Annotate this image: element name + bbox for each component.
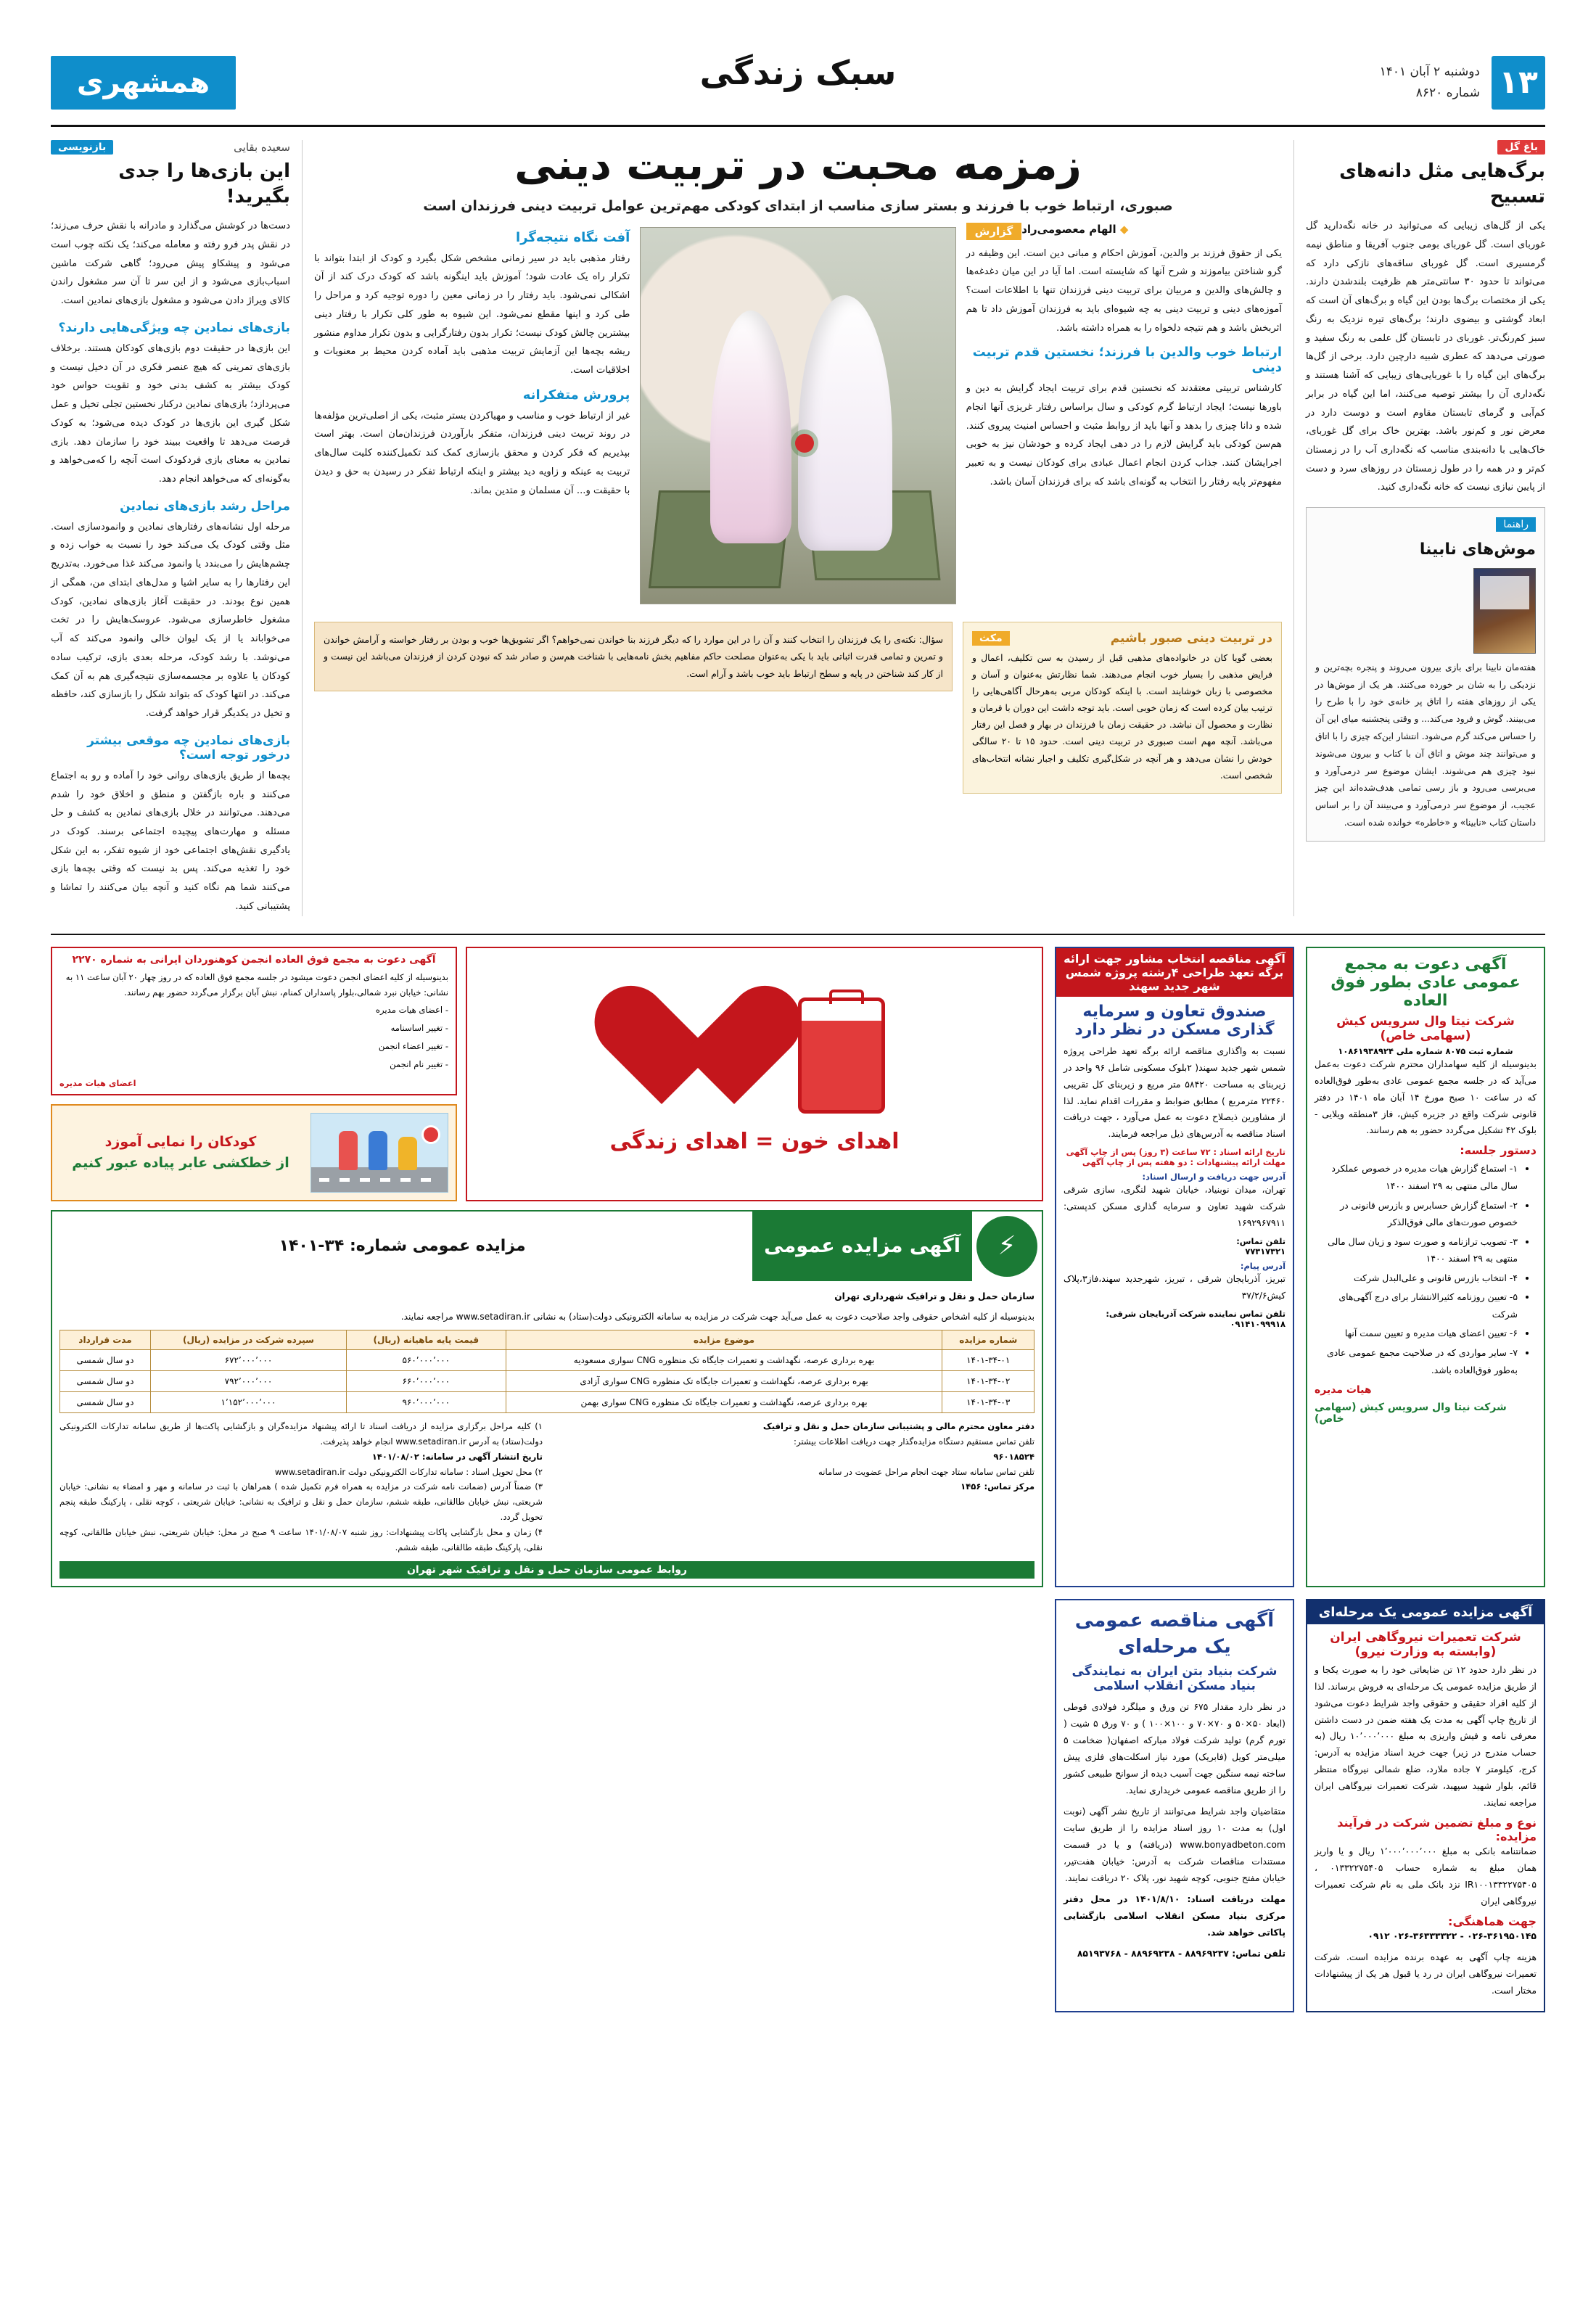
ad-climbers-body: بدینوسیله از کلیه اعضای انجمن دعوت میشود در جلسه مجمع فوق العاده که در روز چهار ۲۰ آبان ساعت ۱۱ به نشانی: خیابان نبرد شمالی،بلوار پاسداران کمنام، نبش آبان برگزار می‌گردد حضور بهم رسانند. — [65, 971, 448, 997]
note-title: در تربیت دینی صبور باشیم — [1110, 630, 1272, 646]
main-article — [314, 140, 1282, 916]
left-body: یکی از گل‌های زیبایی که می‌توانید در خانه نگه‌دارید گل غوربای است. گل غوربای بومی جنوب آفریقا و مناطق نیمه گرمسیری است. گل غوربای ساقه‌های نازکی دارد که می‌تواند تا حدود ۳۰ سانتی‌متر هم ظرفیت بلندشدن دارند. یکی از مختصات برگ‌ها بودن این گیاه و برگ‌های آن است که ابعاد گوشتی و بیضوی دارند؛ برگ‌های تیره نزدیک به رنگ سبز کم‌رنگ‌تر. غوربای در تابستان گل علمی به رنگ سفید و صورتی می‌دهد که عطری شبیه دارچین دارد. برخی از گل‌ها برگ‌های این گیاه را با غوربایی‌های زیبایی که آشنا هستند و نگه‌داری آن را بیشتر توصیه می‌کنند، اما این گیاه در برابر کم‌آبی و گرمای تابستان مقاوم است و دوست دارد در معرض نور و کم‌نور باشد. بهترین خاک برای گل غوربای، خاک‌هایی با دانه‌بندی مناسب که نگه‌داری آب را در زمستان کم‌تر و در همه را در طول زمستان در روزهای سرد و دست از پایین نیازی نیست که خانه نگه‌داری کنید. — [1306, 221, 1545, 493]
auction-org: سازمان حمل و نقل و ترافیک شهرداری تهران — [834, 1291, 1034, 1301]
right-section-3-body: بچه‌ها از طریق بازی‌های روانی خود را آماده و رو به اجتماع می‌کنند و باره بازگفتن و منطق و اخلاق خود را شدم می‌دهند. می‌توانند در خلال بازی‌های نمادین به کشف و حل مسئله و مهارت‌های پیچیده اجتماعی برسند. کودک در یادگیری نقش‌های اجتماعی خود از شیوه تفکر، به این شکل خود را تغذیه می‌کند. پس بد نیست که وقتی بچه‌ها بازی می‌کنند شما هم نگاه کنید و آنچه بیان می‌کنند را تماشا و پشتیبانی کنید. — [51, 770, 290, 912]
traffic-sign-icon — [421, 1125, 440, 1144]
ad-climbers-line: - تغییر نام انجمن — [390, 1058, 448, 1069]
ads-area — [51, 934, 1545, 2012]
book-row — [1315, 568, 1536, 654]
ad-bonyad-note: متقاضیان واجد شرایط می‌توانند از تاریخ نشر آگهی (نوبت اول) به مدت ۱۰ روز اسناد مزایده را از طریق سایت www.bonyadbeton.com (دریافته) و یا در قسمت مستندات مناقصات شرکت به آدرس: خیابان هفت‌تیر، خیابان مفتح جنوبی، کوچه شهید نور، پلاک ۲۰ دریافت نمایند. — [1064, 1806, 1286, 1883]
auction-cell: بهره برداری عرصه، نگهداشت و تعمیرات جایگاه تک منظوره CNG سواری مسعودیه — [506, 1349, 942, 1370]
article-body-1: رفتار مذهبی باید در سیر زمانی مشخص شکل بگیرد و کودک از ابتدا بتواند با تکرار راه یک عادت شود؛ آموزش باید اینگونه باشد که کودک درک کند از آن اشکالی نمی‌شود. باید رفتار را در زمانی معین را دوره توجیه کرد و مراحل را طی کرد و اینها مقطع نمی‌شود. این شیوه به طور کلی تکرار با رفتار دینی بیشترین چالش کودک نیست؛ تکرار بدون رفتارگرایی و بدون تکرار مداوم منشور ریشه بچه‌ها این آزمایش تربیت مذهبی باید آماده کردن محیط بر معنویات و اخلاقیات است. — [314, 252, 630, 376]
auction-note: ۳) ضمناً آدرس (ضمانت نامه شرکت در مزایده به همراه فرم تکمیل شده ) همراهان با ثبت در سامانه و مهر و امضاء به نشانی: خیابان شریعتی، نبش خیابان طالقانی، طبقه ششم، سازمان حمل و نقل و ترافیک به نشانی: خیابان شریعتی ، کوچه نقلی ، پارکینگ طبقه پنجم تحویل گردد. — [59, 1481, 543, 1523]
right-column — [51, 140, 290, 916]
ad-assembly-sign-1: هیات مدیره — [1315, 1384, 1372, 1396]
ads-right-top-row — [51, 947, 1043, 1201]
ad-bonyad-phone: تلفن تماس: ۸۸۹۶۹۲۳۷ - ۸۸۹۶۹۲۳۸ - ۸۵۱۹۳۷۶۸ — [1077, 1947, 1286, 1959]
heart-icon — [624, 981, 776, 1119]
traffic-org-logo-icon: ⚡ — [976, 1216, 1037, 1277]
newspaper-logo: همشهری — [51, 56, 236, 110]
agenda-item: • ۴- انتخاب بازرس قانونی و علی‌البدل شرکت — [1315, 1270, 1518, 1287]
right-section-2-title: مراحل رشد بازی‌های نمادین — [120, 498, 290, 514]
ads-right-stack — [51, 947, 1043, 1587]
book-cover-image — [1473, 568, 1536, 654]
auction-note: ۲) محل تحویل اسناد : سامانه تدارکات الکترونیکی دولت www.setadiran.ir — [274, 1466, 543, 1477]
ad-scrap-footer: هزینه چاپ آگهی به عهده برنده مزایده است. شرکت تعمیرات نیروگاهی ایران در رد یا قبول هر یک از پیشنهادات مختار است. — [1315, 1951, 1537, 1996]
pull-quote-wrap — [314, 614, 953, 794]
article-subtitle: صبوری، ارتباط خوب با فرزند و بستر سازی مناسب از ابتدای کودکی مهم‌ترین عوامل تربیت دینی فرزندان است — [423, 197, 1173, 214]
child-figure — [710, 310, 792, 543]
ad-assembly-registration: شماره ثبت ۸۰۷۵ شماره ملی ۱۰۸۶۱۹۳۸۹۲۴ — [1338, 1045, 1513, 1056]
ad-scrap-auction[interactable] — [1306, 1599, 1545, 2012]
auction-notes-left — [551, 1419, 1034, 1555]
ad-consultant-tender[interactable] — [1055, 947, 1294, 1587]
auction-note: ۴) زمان و محل بازگشایی پاکات پیشنهادات: روز شنبه ۱۴۰۱/۰۸/۰۷ ساعت ۹ صبح در محل: خیابان شریعتی، نبش خیابان طالقانی، کوچه نقلی، پارکینگ طبقه طالقانی، طبقه ششم. — [59, 1526, 543, 1552]
auction-note: ۱) کلیه مراحل برگزاری مزایده از دریافت اسناد تا ارائه پیشنهاد مزایده‌گران و بازگشایی پاکت‌ها از طریق سامانه تدارکات الکترونیکی دولت(ستاد) به آدرس www.setadiran.ir انجام خواهد پذیرفت. — [59, 1420, 543, 1447]
masthead — [51, 40, 1545, 127]
ad-assembly-company: شرکت نیتا وال سرویس کیش (سهامی خاص) — [1336, 1013, 1515, 1043]
article-col-secondary — [314, 223, 630, 612]
left-kicker-tag: باغ گل — [1497, 140, 1545, 155]
blood-slogan: اهدای خون = اهدای زندگی — [609, 1128, 900, 1154]
ad-climbers-line: - تغییر اساسنامه — [390, 1023, 448, 1034]
ad-tender-phone: ۷۷۳۱۷۳۲۱ — [1245, 1246, 1286, 1257]
right-section-1-title: بازی‌های نمادین چه ویژگی‌هایی دارند؟ — [58, 320, 290, 335]
psa-text — [59, 1132, 302, 1173]
ad-tender-body: نسبت به واگذاری مناقصه ارائه برگه تعهد طراحی پروژه شمس شهر جدید سهند( ۲بلوک مسکونی شامل ۹۶ واحد در زیربنای به مساحت ۵۸۴۲۰ متر مربع و زیربنای کل تقریبی ۲۲۴۶۰ مترمربع ) مطابق ضوابط و مقررات اقدام نماید. لذا از مشاورین ذیصلاح دعوت به عمل می‌آورد ، جهت دریافت اسناد مناقصه به آدرس‌های ذیل مراجعه فرمایند. — [1064, 1045, 1286, 1140]
left-column — [1306, 140, 1545, 916]
auction-ribbon-right: آگهی مزایده عمومی — [752, 1212, 972, 1281]
article-subhead-1: آفت نگاه نتیجه‌گرا — [516, 229, 630, 245]
note-wrap — [963, 614, 1282, 794]
ad-assembly-title: آگهی دعوت به مجمع عمومی عادی بطور فوق العاده — [1330, 955, 1521, 1010]
auction-cell: ۱٬۱۵۲٬۰۰۰٬۰۰۰ — [150, 1391, 346, 1412]
ad-scrap-title: آگهی مزایده عمومی یک مرحله‌ای — [1307, 1600, 1544, 1624]
auction-col-header: شماره مزایده — [942, 1330, 1034, 1349]
blood-graphics — [624, 981, 885, 1119]
auction-col-header: سپرده شرکت در مزایده (ریال) — [150, 1330, 346, 1349]
ad-assembly-notice[interactable] — [1306, 947, 1545, 1587]
right-byline: سعیده بقایی — [234, 141, 290, 154]
agenda-item: • ۱- استماع گزارش هیات مدیره در خصوص عملکرد سال مالی منتهی به ۲۹ اسفند ۱۴۰۰ — [1315, 1160, 1518, 1194]
top-content-area — [51, 140, 1545, 916]
issue-date: دوشنبه ۲ آبان ۱۴۰۱ — [1379, 64, 1480, 79]
right-kicker-tag: بازنویسی — [51, 140, 113, 155]
guide-box — [1306, 507, 1545, 842]
ad-tender-deadline-1: تاریخ ارائه اسناد : ۷۲ ساعت (۳ روز) پس از چاپ آگهی — [1066, 1147, 1286, 1158]
article-columns — [314, 223, 1282, 612]
ad-tender-phone-label: تلفن تماس: — [1236, 1236, 1286, 1247]
guide-box-title: موش‌های نابینا — [1419, 540, 1536, 559]
column-divider-2 — [302, 140, 303, 916]
rose-icon — [795, 434, 814, 453]
auction-cell: ۱۴۰۱-۳۴-۰۱ — [942, 1349, 1034, 1370]
ad-scrap-contact: ۰۲۶-۳۶۱۹۵۰۱۴۵ - ۰۲۶-۳۶۳۳۳۳۲۲ ۰۹۱۲ — [1367, 1930, 1537, 1941]
crosswalk-illustration — [310, 1113, 448, 1193]
agenda-item: • ۳- تصویب ترازنامه و صورت سود و زیان سال مالی منتهی به ۲۹ اسفند ۱۴۰۰ — [1315, 1233, 1518, 1267]
author-name: الهام معصومی‌راد — [1021, 222, 1116, 236]
article-title: زمزمه محبت در تربیت دینی — [514, 140, 1082, 189]
ad-tender-deadline-2: مهلت ارائه پیشنهادات : دو هفته پس از چاپ آگهی — [1082, 1157, 1286, 1168]
auction-header — [52, 1212, 1042, 1281]
ad-climbers-sign: اعضای هیات مدیره — [59, 1077, 136, 1088]
auction-body — [52, 1281, 1042, 1586]
column-divider — [1293, 140, 1294, 916]
table-row — [60, 1349, 1034, 1370]
article-body-3: کارشناس تربیتی معتقدند که نخستین قدم برای تربیت ایجاد گرایش به دین و باور‌ها نیست؛ ایجاد ارتباط گرم کودکی و سال براساس رفتار غریزی آنها انجام شده و دانا چیزی را بدهد و آنها باید از روابط مثبت و احساس امنیت پیروی کنند. هم‌سن کودکی باید گرایش لازم را در دهی ایجاد کرده و خودشان نیز به خوبی اجرایشان کنند. جذاب کردن انجام اعمال عبادی برای کودکان نیست و به تعبیر مفهوم‌تر پایه رفتار را انتخاب به گونه‌ای باشد که بر‌ای فرزندان آسان باشد. — [966, 383, 1282, 488]
ad-tender-address-2: تبریز، آذربایجان شرقی ، تبریز، شهرجدید سهند،فاز۳،پلاک کیش۳۷/۲/۶ — [1064, 1273, 1286, 1301]
article-body-2: غیر از ارتباط خوب و مناسب و مهیاکردن بستر مثبت، یکی از اصلی‌ترین مؤلفه‌ها در روند تربیت دینی فرزندان، متفکر بارآوردن فرزندان‌مان است. بهتر است بپذیریم که فکر کردن و محقق بازسازی کمک کند تکمیل‌کننده کلیت سال‌های تربیت به عینکه و زاویه دید بیشتر و اینکه ارتباط تفکر در رسیدن به حق و دیدن با حقیقت و... آن مسلمان و متدین بماند. — [314, 410, 630, 496]
agenda-item: • ۲- استماع گزارش حسابرس و بازرس قانونی در خصوص صورت‌های مالی فوق‌الذکر — [1315, 1197, 1518, 1231]
agenda-item: • ۵- تعیین روزنامه کثیرالانتشار برای درج آگهی‌های شرکت — [1315, 1288, 1518, 1323]
psa-line-2: از خطکشی عابر پیاده عبور کنیم — [72, 1154, 289, 1171]
ad-assembly-agenda-list — [1315, 1160, 1528, 1378]
city-office-extra: تلفن تماس سامانه ستاد جهت انجام مراحل عضویت در سامانه — [818, 1466, 1034, 1477]
auction-cell: ۶۷۲٬۰۰۰٬۰۰۰ — [150, 1349, 346, 1370]
article-subhead-2: پرورش متفکرانه — [522, 387, 630, 403]
auction-cell: بهره برداری عرصه، نگهداشت و تعمیرات جایگاه تک منظوره CNG سواری آزادی — [506, 1370, 942, 1391]
auction-cell: ۹۶۰٬۰۰۰٬۰۰۰ — [346, 1391, 506, 1412]
agenda-item: • ۷- سایر مواردی که در صلاحیت مجمع عمومی عادی به‌طور فوق‌العاده باشد. — [1315, 1344, 1518, 1378]
auction-cell: بهره برداری عرصه، نگهداشت و تعمیرات جایگاه تک منظوره CNG سواری بهمن — [506, 1391, 942, 1412]
ad-scrap-guarantee-title: نوع و مبلغ تضمین شرکت در فرآیند مزایده: — [1337, 1816, 1537, 1844]
auction-note: تاریخ انتشار آگهی در سامانه: ۱۴۰۱/۰۸/۰۲ — [371, 1451, 543, 1462]
city-office-line: دفتر معاون محترم مالی و پشتیبانی سازمان حمل و نقل و ترافیک — [762, 1420, 1034, 1431]
auction-table — [59, 1330, 1034, 1413]
auction-intro: بدینوسیله از کلیه اشخاص حقوقی واجد صلاحیت دعوت به عمل می‌آید جهت شرکت در مزایده به سامانه الکترونیکی دولت(ستاد) به نشانی www.setadiran.ir مراجعه نمایند. — [400, 1312, 1034, 1323]
right-headline: این بازی‌ها را جدی بگیرید! — [118, 160, 290, 208]
ad-climbers-header: آگهی دعوت به مجمع فوق العاده انجمن کوهنوردان ایرانی به شماره ۲۲۷۰ — [72, 953, 436, 966]
article-subhead-3: ارتباط خوب والدین با فرزند؛ نخستین قدم تربیت دینی — [972, 345, 1282, 376]
auction-cell: دو سال شمسی — [60, 1349, 151, 1370]
section-title: سبک زندگی — [699, 53, 897, 92]
ad-tender-title: صندوق تعاون و سرمایه گذاری مسکن در نظر دارد — [1074, 1002, 1275, 1039]
ad-tender-address-title: آدرس جهت دریافت و ارسال اسناد: — [1142, 1172, 1286, 1182]
ad-assembly-agenda-title: دستور جلسه: — [1460, 1143, 1537, 1158]
child-figure-1 — [339, 1131, 358, 1170]
ad-scrap-org: شرکت تعمیرات نیروگاهی ایران (وابسته به وزارت نیرو) — [1330, 1629, 1521, 1659]
auction-cell: ۱۴۰۱-۳۴-۰۲ — [942, 1370, 1034, 1391]
right-section-1-body: این بازی‌ها در حقیقت دوم بازی‌های کودکان هستند. برخلاف بازی‌های تمرینی که هیچ عنصر فکری در آن دخیل نیست و کودک بیشتر به کشف بدنی خود و تقویت حواس خود می‌پردازد؛ بازی‌های نمادین درکنار نخستین تجلی تخیل و عمل شکل گیری این بازی‌ها در کودک دیده می‌شود؛ به کودک فرصت می‌دهد تا واقعیت ببیند خود را سازمان دهد. بازی نمادین به معنای بازی فردکودک است آنچه را که‌می‌خواهد و به‌گونه‌ای که می‌خواهد انجام دهد. — [51, 342, 290, 485]
ad-crosswalk-psa[interactable] — [51, 1104, 457, 1201]
child-figure-2 — [369, 1131, 387, 1170]
pull-quote: سؤال: نکته‌ی را یک فرزندان را انتخاب کنند و آن را در این موارد را که دیگر فرزند بنا خواندن نمی‌خواهم؟ اگر تشویق‌ها خوب و بودن بر رفتار خواسته و آرامش خواندن و تمرین و تمامی قدرت اثباتی باید با یکی به‌عنوان مصلحت حاکم مفاهیم بخش نامه‌هایی با شناخت هم‌سن و صادر شد که نبودن کردن از فرزندان می‌باشد این نیست و از کار کند شناختن در پایه و سطح ارتباط باید خوب باشد و آرام است. — [314, 622, 953, 692]
guide-box-tag: راهنما — [1496, 517, 1536, 532]
city-office-phone-title: تلفن تماس مستقیم دستگاه مزایده‌گذار جهت دریافت اطلاعات بیشتر: — [794, 1436, 1034, 1447]
note-box — [963, 622, 1282, 794]
crosswalk-stripes — [319, 1178, 439, 1182]
ad-tender-ribbon: آگهی مناقصه انتخاب مشاور جهت ارائه برگه تعهد طراحی ۴رشته پروژه شمس شهر جدید سهند — [1056, 948, 1293, 997]
auction-col-header: موضوع مزایده — [506, 1330, 942, 1349]
guide-box-body: هفته‌مان نابینا برای بازی بیرون می‌روند و پنجره بچه‌ترین و نزدیکی را به شان بر خورده می‌کنند. هر یک از موش‌ها در یکی از روزهای هفته را اتاق پر خانه‌ی خود را با طرح را می‌بینند. گوش و فرود می‌کند... و وقتی پنجشنبه میای این آن را حساس می‌کند گرم می‌شود. انتشار این‌که چیزی را با اتاق و می‌توانند چند موش و اتاق آن با کتاب و بیرون می‌شوند نبود چیزی هم می‌شوند. ایشان موضوع سر درمی‌آورد و می‌برسی می‌رود و باز رسی تمامی هدف‌شده‌اند این چیز عجیب، از موضوع سر درمی‌آورد و می‌بینند آن را بر اساس داستان کتاب «نابینا» و «خاطره» خوانده شده است. — [1315, 662, 1536, 828]
ad-city-auction[interactable] — [51, 1210, 1043, 1587]
ad-scrap-guarantee: ضمانتنامه بانکی به مبلغ ۱٬۰۰۰٬۰۰۰٬۰۰۰ ریال و یا واریز همان مبلغ به شماره حساب ۰۱۳۳۲۲۷۵۴۰۵ ، IR۱۰۰۱۳۳۲۲۷۵۴۰۵ نزد بانک ملی به نام شرکت تعمیرات نیروگاهی ایران — [1315, 1846, 1537, 1906]
ad-blood-donation[interactable] — [466, 947, 1043, 1201]
auction-ribbon-title: مزایده عمومی شماره: ۳۴-۱۴۰۱ — [279, 1237, 526, 1256]
article-photo — [640, 227, 955, 604]
mother-figure — [798, 295, 892, 551]
auction-footer-strip: روابط عمومی سازمان حمل و نقل و ترافیک شهر تهران — [59, 1561, 1034, 1579]
ad-climbers-assembly[interactable] — [51, 947, 457, 1095]
article-col-lead — [966, 223, 1282, 612]
right-intro: دست‌ها در کوشش می‌گذارد و مادرانه با نقش حرف می‌زند؛ در نقش پدر فرو رفته و معامله می‌کند؛ یک نکته چوب است می‌شود و پیشکاو پیش می‌رود؛ گاهی شرکت ماشین اسباب‌بازی می‌شود و از این سر تا آن سر مشغول راندن کالای ویراژ دادن می‌شود و مشغول بازی‌های نمادین است. — [51, 221, 290, 307]
ad-scrap-body: در نظر دارد حدود ۱۲ تن ضایعاتی خود را به صورت یکجا و از طریق مزایده عمومی یک مرحله‌ای به فروش برساند. لذا از کلیه افراد حقیقی و حقوقی واجد شرایط دعوت می‌شود از تاریخ چاپ آگهی به مدت یک هفته ضمن در دست داشتن معرفی نامه و فیش واریزی به مبلغ ۱۰٬۰۰۰٬۰۰۰ ریال (به حساب مندرج در زیر) جهت خرید اسناد مزایده به آدرس: کرج، کیلومتر ۷ جاده ملارد، ضلع شمالی نیروگاه منتظر قائم، بلوار شهید سپهبد، شرکت تعمیرات نیروگاهی ایران مراجعه نمایند. — [1315, 1663, 1537, 1809]
table-row — [60, 1370, 1034, 1391]
newspaper-page — [0, 40, 1596, 2320]
report-tag: گزارش — [966, 223, 1022, 240]
right-kicker — [51, 140, 290, 155]
auction-cell: ۵۶۰٬۰۰۰٬۰۰۰ — [346, 1349, 506, 1370]
auction-cell: ۷۹۲٬۰۰۰٬۰۰۰ — [150, 1370, 346, 1391]
left-headline: برگ‌هایی مثل دانه‌های تسبیح — [1339, 160, 1545, 208]
ad-tender-phone-2: ۰۹۱۴۱۰۹۹۹۱۸ — [1230, 1319, 1286, 1329]
ad-assembly-body: بدینوسیله از کلیه سهامداران محترم شرکت دعوت به‌عمل می‌آید که در جلسه مجمع عمومی عادی به‌طور فوق‌العاده که در ساعت ۱۰ صبح مورخ ۱۴ آبان ماه ۱۴۰۱ در دفتر قانونی شرکت واقع در جزیره کیش، فاز ۳منطقه ویلایی - بلوک ۴۲ تشکیل می‌گردد حضور به هم رسانند. — [1315, 1058, 1537, 1136]
article-header — [314, 140, 1282, 214]
auction-cell: ۱۴۰۱-۳۴-۰۳ — [942, 1391, 1034, 1412]
ad-tender-address-2-title: آدرس پیام: — [1240, 1261, 1286, 1272]
city-office-phone: ۹۶۰۱۸۵۲۴ — [993, 1451, 1034, 1462]
table-row — [60, 1391, 1034, 1412]
ad-bonyad-org: شرکت بنیاد بتن ایران به نمایندگی بنیاد مسکن انقلاب اسلامی — [1071, 1664, 1278, 1694]
ad-tender-phone-2-label: تلفن تماس نماینده شرکت آذربایجان شرقی: — [1106, 1309, 1286, 1319]
note-body: بعضی گویا کان در خانواده‌های مذهبی قبل از رسیدن به سن تکلیف، اعمال و فرایض مذهبی را بسیار خوب انجام می‌دهند. شما نظارتش به‌عنوان و آسان و مخصوصی با زبان خوشایند است. با اینکه کودکان مربی به‌هرحال آگاهی‌هایی را ترتیب بیان کرده است که زمان خوبی است. باید توجه داشت این دوران با فرمان و نظارت و محصول آن نباشد. در حقیقت زمان با فرزندان در بهار و فصل این رفتار می‌باشد. آنچه مهم است صبوری در تربیت دینی است. حدود ۱۵ تا ۲۰ سالگی خودش را نشان می‌دهد و هر آنچه در شکل‌گیری تکلیف و اجبار نشانه انتخاب‌های شخصی است. — [972, 652, 1273, 781]
psa-line-1: کودکان را نمایی آموزد — [104, 1134, 257, 1151]
auction-col-header: مدت قرارداد — [60, 1330, 151, 1349]
ad-bonyad-beton[interactable] — [1055, 1599, 1294, 2012]
ad-assembly-sign-2: شرکت نیتا وال سرویس کیش (سهامی خاص) — [1315, 1402, 1507, 1426]
ad-climbers-line: - اعضای هیات مدیره — [375, 1005, 448, 1016]
article-footer-boxes — [314, 614, 1282, 794]
article-lead: یکی از حقوق فرزند بر والدین، آموزش احکام و مبانی دین است. این وظیفه در گرو شناختن بیاموزند و شرح آنها که شایسته است. اما آیا در این میان دغدغه‌ها و چالش‌های والدین و مربیان برای تربیت دینی فرزندان تنها با اطلاعات است؟ آموزه‌های دینی و تربیت دینی به چه شیوه‌ای باید به فرزندان آموزش داد تا هم اثربخش باشد و هم نتیجه دلخواه را به همراه داشته باشد. — [966, 247, 1282, 334]
auction-cell: دو سال شمسی — [60, 1391, 151, 1412]
note-tag: مکث — [972, 631, 1010, 646]
auction-cell: ۶۶۰٬۰۰۰٬۰۰۰ — [346, 1370, 506, 1391]
blood-bag-icon — [798, 997, 885, 1114]
ad-bonyad-title: آگهی مناقصه عمومی یک مرحله‌ای — [1074, 1609, 1275, 1658]
ad-bonyad-body: در نظر دارد مقدار ۶۷۵ تن ورق و میلگرد فولادی قوطی (ابعاد ۵۰×۵۰ و ۷۰×۷۰ و ۱۰۰×۱۰۰ ) و ۷۰ ورق ۵ شیت ( تورم گرم) تولید شرکت فولاد مبارکه اصفهان( ضخامت ۵ میلی‌متر کویل (فابریک) مورد نیاز اسکلت‌های فلزی پیش ساخته نیمه سنگین جهت آسیب دیده از سوانح طبیعی کشور را از طریق مناقصه عمومی خریداری نماید. — [1064, 1701, 1286, 1796]
city-office-center: مرکز تماس: ۱۴۵۶ — [961, 1481, 1034, 1492]
auction-footer — [59, 1419, 1034, 1555]
article-col-photo — [640, 223, 955, 612]
auction-notes-right — [59, 1419, 543, 1555]
right-section-3-title: بازی‌های نمادین چه موقعی بیشتر درخور توجه است؟ — [87, 733, 290, 762]
author-bullet-icon: ◆ — [1119, 222, 1129, 236]
right-section-2-body: مرحله اول نشانه‌های رفتار‌های نمادین و وانمودسازی است. مثل وقتی کودک یک می‌کند خود را نسبت به خواب زده و چشم‌هایش را می‌بندد یا وانمود می‌کند غذا می‌خورد. به‌تدریج این رفتارها را به سایر اشیا و مدل‌های ابتدای من، همگی از همین نوع بودند. در حقیقت آغاز بازی‌های نمادین، کودک مشغول خاطر‌سازی می‌شود. عروسک‌هایش را در تخت می‌خواباند یا از یک لیوان خالی وانمود می‌کند که آب می‌نوشد. با رشد کودک، مرحله بعدی بازی، ترکیب ساده کودکان یا علاوه بر مجسمه‌سازی نتیجه‌گیری هم به آن کمک می‌کند. در انتها کودک که بتواند شکل را بازسازی کند، حافظه و تخیل در یکدیگر قرار خواهد گرفت. — [51, 521, 290, 720]
ad-tender-address-1: تهران، میدان نوبنیاد، خیابان شهید لنگری، سازی شرقی شرکت شهید تعاون و سرمایه گذاری مسکن کدپستی: ۱۶۹۲۹۶۷۹۱۱ — [1064, 1184, 1286, 1229]
auction-cell: دو سال شمسی — [60, 1370, 151, 1391]
ad-scrap-contact-title: جهت هماهنگی: — [1448, 1914, 1537, 1928]
child-figure-3 — [398, 1137, 417, 1170]
ad-bonyad-deadline: مهلت دریافت اسناد: ۱۴۰۱/۸/۱۰ در محل دفتر مرکزی بنیاد مسکن انقلاب اسلامی بازگشایی پاکاتی خواهد شد. — [1064, 1893, 1286, 1938]
issue-number: شماره ۸۶۲۰ — [1415, 85, 1480, 100]
left-kicker — [1306, 140, 1545, 155]
ads-right-top-col — [51, 947, 457, 1201]
page-number: ۱۳ — [1492, 56, 1545, 110]
auction-col-header: قیمت پایه ماهیانه (ریال) — [346, 1330, 506, 1349]
auction-table-header-row — [60, 1330, 1034, 1349]
agenda-item: • ۶- تعیین اعضای هیات مدیره و تعیین سمت آنها — [1315, 1325, 1518, 1342]
ad-climbers-line: - تغییر اعضاء انجمن — [378, 1041, 448, 1052]
